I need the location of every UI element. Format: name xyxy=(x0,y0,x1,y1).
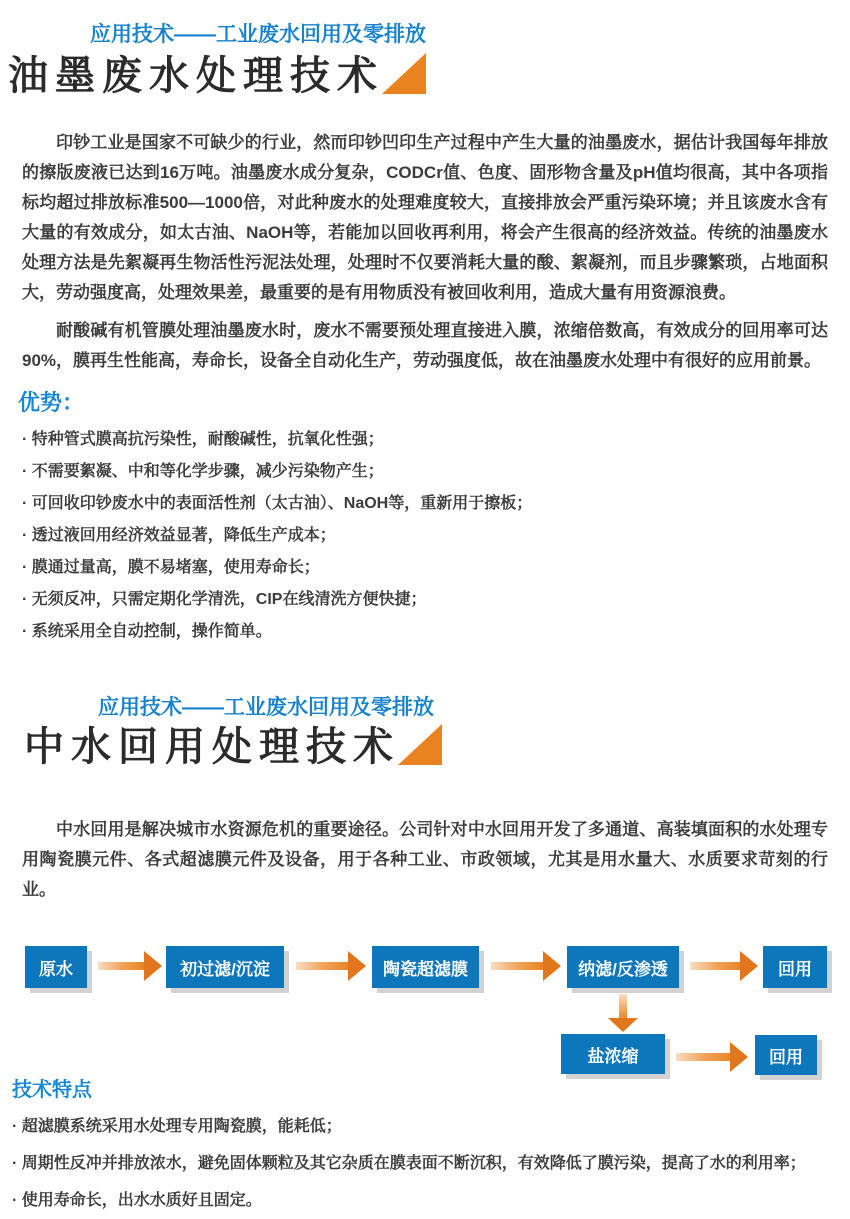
feature-item: · 使用寿命长，出水水质好且固定。 xyxy=(12,1192,262,1209)
advantage-item: · 透过液回用经济效益显著，降低生产成本； xyxy=(22,527,336,544)
flow-node-ceramic-ultrafiltration: 陶瓷超滤膜 xyxy=(372,946,479,988)
feature-item: · 超滤膜系统采用水处理专用陶瓷膜，能耗低； xyxy=(12,1118,342,1135)
title-triangle-icon xyxy=(382,53,426,94)
features-heading: 技术特点 xyxy=(12,1079,92,1101)
advantage-item: · 特种管式膜高抗污染性，耐酸碱性，抗氧化性强； xyxy=(22,431,384,448)
flow-arrow-icon xyxy=(690,951,758,981)
flow-node-reuse: 回用 xyxy=(763,946,827,988)
advantages-heading: 优势： xyxy=(18,390,85,415)
section1-paragraph-1: 印钞工业是国家不可缺少的行业，然而印钞凹印生产过程中产生大量的油墨废水，据估计我国每年排放的擦版废液已达到16万吨。油墨废水成分复杂，CODCr值、色度、固形物含量及pH值均很高，其中各项指标均超过排放标准500—1000倍，对此种废水的处理难度较大，直接排放会严重污染环境；并且该废水含有大量的有效成分，如太古油、NaOH等，若能加以回收再利用，将会产生很高的经济效益。传统的油墨废水处理方法是先絮凝再生物活性污泥法处理，处理时不仅要消耗大量的酸、絮凝剂，而且步骤繁琐，占地面积大，劳动强度高，处理效果差，最重要的是有用物质没有被回收利用，造成大量有用资源浪费。 xyxy=(22,133,828,302)
flow-node-prefilter-sedimentation: 初过滤/沉淀 xyxy=(166,946,284,988)
advantage-item: · 系统采用全自动控制，操作简单。 xyxy=(22,623,272,640)
flow-node-nanofiltration-ro: 纳滤/反渗透 xyxy=(567,946,679,988)
section2-title-row xyxy=(24,723,850,771)
advantage-item: · 无须反冲，只需定期化学清洗，CIP在线清洗方便快捷； xyxy=(22,591,427,608)
section1-paragraph-2: 耐酸碱有机管膜处理油墨废水时，废水不需要预处理直接进入膜，浓缩倍数高，有效成分的回用率可达90%，膜再生性能高，寿命长，设备全自动化生产，劳动强度低，故在油墨废水处理中有很好的应用前景。 xyxy=(22,321,828,370)
section1-title-row xyxy=(8,52,850,100)
flow-down-arrow-icon xyxy=(608,994,638,1032)
flow-node-reuse-branch: 回用 xyxy=(755,1035,817,1075)
document-page xyxy=(0,23,850,1219)
section1-kicker: 应用技术——工业废水回用及零排放 xyxy=(90,23,426,46)
section1-title: 油墨废水处理技术 xyxy=(8,54,384,98)
features-list xyxy=(0,1116,850,1212)
flow-arrow-icon xyxy=(491,951,561,981)
process-flow-diagram xyxy=(0,944,850,1078)
advantage-item: · 不需要絮凝、中和等化学步骤，减少污染物产生； xyxy=(22,463,384,480)
title-triangle-icon xyxy=(398,724,442,765)
flow-arrow-icon xyxy=(98,951,162,981)
flow-arrow-icon xyxy=(676,1042,748,1072)
section2-title: 中水回用处理技术 xyxy=(24,725,400,769)
flow-node-salt-concentration: 盐浓缩 xyxy=(561,1034,665,1074)
section2-paragraph: 中水回用是解决城市水资源危机的重要途径。公司针对中水回用开发了多通道、高装填面积的水处理专用陶瓷膜元件、各式超滤膜元件及设备，用于各种工业、市政领域，尤其是用水量大、水质要求苛刻的行业。 xyxy=(22,820,828,899)
flow-node-raw-water: 原水 xyxy=(25,946,87,988)
advantages-list xyxy=(0,424,850,648)
feature-item: · 周期性反冲并排放浓水，避免固体颗粒及其它杂质在膜表面不断沉积，有效降低了膜污染，提高了水的利用率； xyxy=(12,1155,806,1172)
flow-arrow-icon xyxy=(296,951,366,981)
advantage-item: · 可回收印钞废水中的表面活性剂（太古油）、NaOH等，重新用于擦板； xyxy=(22,495,533,512)
section2-kicker: 应用技术——工业废水回用及零排放 xyxy=(98,696,434,719)
advantage-item: · 膜通过量高，膜不易堵塞，使用寿命长； xyxy=(22,559,320,576)
